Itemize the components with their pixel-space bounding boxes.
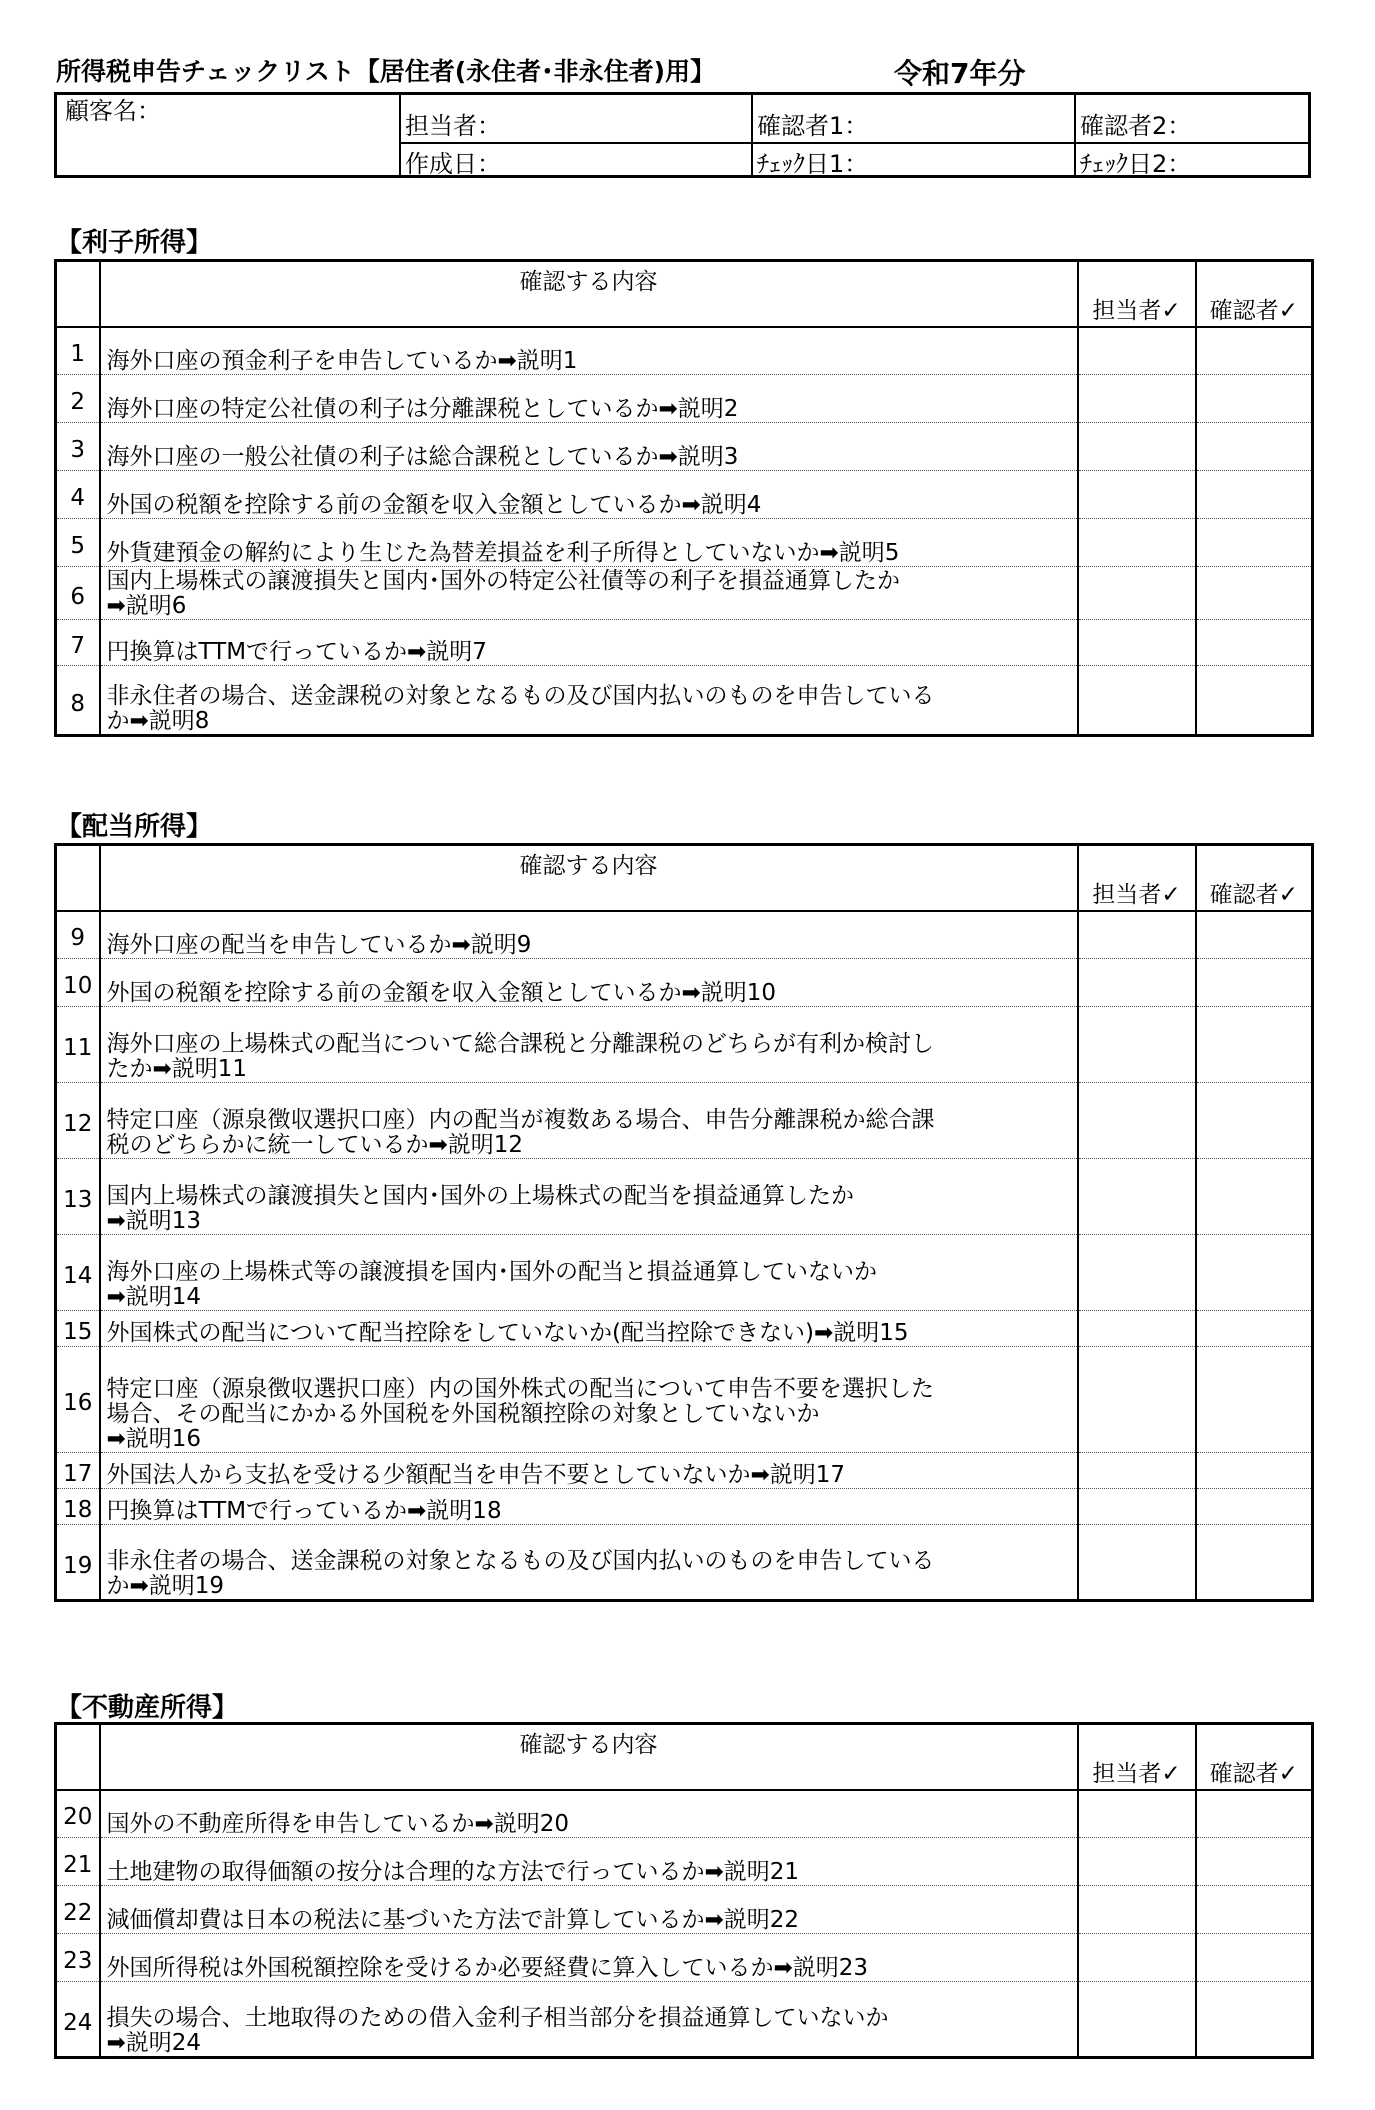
item-content (100, 911, 1078, 959)
item-content (100, 1525, 1078, 1601)
item-content (100, 1790, 1078, 1838)
person-check-cell[interactable] (1078, 1347, 1196, 1453)
item-content (100, 327, 1078, 375)
item-number: 20 (56, 1790, 100, 1838)
item-number: 17 (56, 1453, 100, 1489)
column-header-checker-check: 確認者✓ (1196, 261, 1313, 327)
item-content-line: 海外口座の一般公社債の利子は総合課税としているか➡説明3 (106, 444, 739, 470)
item-content-line: 場合、その配当にかかる外国税を外国税額控除の対象としていないか (106, 1401, 820, 1427)
item-content (100, 1886, 1078, 1934)
checklist-row (56, 1886, 1313, 1934)
checklist-table-real-estate (54, 1722, 1314, 2059)
person-check-cell[interactable] (1078, 1886, 1196, 1934)
item-content-line: か➡説明19 (106, 1573, 225, 1599)
checker-check-cell[interactable] (1196, 375, 1313, 423)
checker2-label: 確認者2： (1080, 112, 1192, 140)
checklist-row (56, 1934, 1313, 1982)
created-date-label: 作成日： (405, 150, 501, 178)
item-content-line: 外国法人から支払を受ける少額配当を申告不要としていないか➡説明17 (106, 1462, 846, 1488)
checklist-row (56, 567, 1313, 620)
item-content-line: 海外口座の上場株式の配当について総合課税と分離課税のどちらが有利か検討し (106, 1031, 935, 1057)
item-number: 24 (56, 1982, 100, 2058)
item-content-line: 海外口座の配当を申告しているか➡説明9 (106, 932, 532, 958)
person-check-cell[interactable] (1078, 1525, 1196, 1601)
person-check-cell[interactable] (1078, 1982, 1196, 2058)
checklist-row (56, 1982, 1313, 2058)
person-check-cell[interactable] (1078, 620, 1196, 666)
person-check-cell[interactable] (1078, 1007, 1196, 1083)
item-number: 16 (56, 1347, 100, 1453)
item-number: 11 (56, 1007, 100, 1083)
person-check-cell[interactable] (1078, 911, 1196, 959)
item-number: 8 (56, 666, 100, 736)
column-header-person-check: 担当者✓ (1078, 845, 1196, 911)
checklist-row (56, 471, 1313, 519)
item-number: 10 (56, 959, 100, 1007)
item-content-line: ➡説明6 (106, 593, 187, 619)
person-check-cell[interactable] (1078, 666, 1196, 736)
checklist-row (56, 423, 1313, 471)
item-content-line: 外貨建預金の解約により生じた為替差損益を利子所得としていないか➡説明5 (106, 540, 900, 566)
item-content (100, 1007, 1078, 1083)
header-info-box (54, 92, 1311, 178)
header-row-divider (399, 142, 1308, 144)
checklist-row (56, 959, 1313, 1007)
client-name-label: 顧客名： (65, 97, 161, 125)
checklist-table-interest (54, 259, 1314, 737)
checker-check-cell[interactable] (1196, 1347, 1313, 1453)
person-check-cell[interactable] (1078, 959, 1196, 1007)
item-content (100, 1838, 1078, 1886)
item-content-line: ➡説明24 (106, 2030, 202, 2056)
checker-check-cell[interactable] (1196, 423, 1313, 471)
item-content-line: 損失の場合、土地取得のための借入金利子相当部分を損益通算していないか (106, 2005, 889, 2031)
header-number-cell (56, 1724, 100, 1790)
check-date2-label: ﾁｪｯｸ日2： (1080, 150, 1192, 178)
checklist-row (56, 911, 1313, 959)
item-content-line: か➡説明8 (106, 708, 210, 734)
person-check-cell[interactable] (1078, 1235, 1196, 1311)
item-content (100, 1083, 1078, 1159)
item-content-line: ➡説明14 (106, 1284, 202, 1310)
item-number: 4 (56, 471, 100, 519)
item-content-line: 特定口座（源泉徴収選択口座）内の国外株式の配当について申告不要を選択した (106, 1376, 935, 1402)
item-content-line: 非永住者の場合、送金課税の対象となるもの及び国内払いのものを申告している (106, 683, 935, 709)
item-content (100, 519, 1078, 567)
person-check-cell[interactable] (1078, 1453, 1196, 1489)
item-number: 1 (56, 327, 100, 375)
section-title-dividend: 【配当所得】 (56, 812, 213, 842)
checker-check-cell[interactable] (1196, 567, 1313, 620)
section-title-interest: 【利子所得】 (56, 228, 213, 258)
item-number: 13 (56, 1159, 100, 1235)
person-check-cell[interactable] (1078, 1838, 1196, 1886)
item-number: 15 (56, 1311, 100, 1347)
checklist-row (56, 327, 1313, 375)
checker-check-cell[interactable] (1196, 1235, 1313, 1311)
checker-check-cell[interactable] (1196, 1838, 1313, 1886)
checklist-row (56, 519, 1313, 567)
checker-check-cell[interactable] (1196, 1934, 1313, 1982)
item-content-line: 非永住者の場合、送金課税の対象となるもの及び国内払いのものを申告している (106, 1548, 935, 1574)
item-content-line: 海外口座の特定公社債の利子は分離課税としているか➡説明2 (106, 396, 739, 422)
column-header-content: 確認する内容 (100, 1724, 1078, 1790)
checker-check-cell[interactable] (1196, 959, 1313, 1007)
item-content (100, 1489, 1078, 1525)
item-content-line: 外国の税額を控除する前の金額を収入金額としているか➡説明10 (106, 980, 777, 1006)
item-content-line: 土地建物の取得価額の按分は合理的な方法で行っているか➡説明21 (106, 1859, 800, 1885)
person-check-cell[interactable] (1078, 471, 1196, 519)
checker-check-cell[interactable] (1196, 1525, 1313, 1601)
item-content (100, 959, 1078, 1007)
column-header-checker-check: 確認者✓ (1196, 845, 1313, 911)
checklist-row (56, 1311, 1313, 1347)
checklist-row (56, 375, 1313, 423)
checker-check-cell[interactable] (1196, 666, 1313, 736)
table-header-row (56, 845, 1313, 911)
header-divider (751, 95, 753, 175)
item-number: 7 (56, 620, 100, 666)
item-number: 5 (56, 519, 100, 567)
item-content (100, 567, 1078, 620)
checker-check-cell[interactable] (1196, 1489, 1313, 1525)
header-number-cell (56, 261, 100, 327)
checker-check-cell[interactable] (1196, 1159, 1313, 1235)
item-number: 2 (56, 375, 100, 423)
checker-check-cell[interactable] (1196, 1453, 1313, 1489)
checklist-row (56, 1007, 1313, 1083)
item-content-line: 税のどちらかに統一しているか➡説明12 (106, 1132, 524, 1158)
column-header-checker-check: 確認者✓ (1196, 1724, 1313, 1790)
checklist-row (56, 1838, 1313, 1886)
item-content-line: 外国の税額を控除する前の金額を収入金額としているか➡説明4 (106, 492, 762, 518)
item-content (100, 1159, 1078, 1235)
person-check-cell[interactable] (1078, 1159, 1196, 1235)
item-content-line: 国外の不動産所得を申告しているか➡説明20 (106, 1811, 570, 1837)
item-content (100, 423, 1078, 471)
checklist-row (56, 1235, 1313, 1311)
header-divider (399, 95, 401, 175)
person-check-cell[interactable] (1078, 1934, 1196, 1982)
column-header-content: 確認する内容 (100, 261, 1078, 327)
person-check-cell[interactable] (1078, 567, 1196, 620)
item-number: 22 (56, 1886, 100, 1934)
header-divider (1074, 95, 1076, 175)
table-header-row (56, 261, 1313, 327)
item-number: 6 (56, 567, 100, 620)
item-content-line: 国内上場株式の譲渡損失と国内･国外の特定公社債等の利子を損益通算したか (106, 568, 900, 594)
checklist-row (56, 620, 1313, 666)
item-content (100, 1934, 1078, 1982)
checker1-label: 確認者1： (757, 112, 869, 140)
item-content-line: 国内上場株式の譲渡損失と国内･国外の上場株式の配当を損益通算したか (106, 1183, 854, 1209)
item-content-line: ➡説明13 (106, 1208, 202, 1234)
check-date1-label: ﾁｪｯｸ日1： (757, 150, 869, 178)
header-number-cell (56, 845, 100, 911)
person-check-cell[interactable] (1078, 1083, 1196, 1159)
checker-check-cell[interactable] (1196, 1982, 1313, 2058)
item-content-line: 海外口座の上場株式等の譲渡損を国内･国外の配当と損益通算していないか (106, 1259, 877, 1285)
item-number: 12 (56, 1083, 100, 1159)
person-check-cell[interactable] (1078, 519, 1196, 567)
item-content-line: ➡説明16 (106, 1426, 202, 1452)
item-content (100, 666, 1078, 736)
checklist-row (56, 1083, 1313, 1159)
checker-check-cell[interactable] (1196, 620, 1313, 666)
checker-check-cell[interactable] (1196, 1007, 1313, 1083)
item-number: 23 (56, 1934, 100, 1982)
item-content (100, 1453, 1078, 1489)
item-number: 9 (56, 911, 100, 959)
item-content-line: 円換算はTTMで行っているか➡説明7 (106, 639, 487, 665)
item-content (100, 620, 1078, 666)
checklist-row (56, 1453, 1313, 1489)
document-year: 令和7年分 (894, 57, 1026, 90)
item-number: 19 (56, 1525, 100, 1601)
column-header-person-check: 担当者✓ (1078, 261, 1196, 327)
item-number: 21 (56, 1838, 100, 1886)
column-header-person-check: 担当者✓ (1078, 1724, 1196, 1790)
person-check-cell[interactable] (1078, 1311, 1196, 1347)
checklist-row (56, 1790, 1313, 1838)
item-content-line: 円換算はTTMで行っているか➡説明18 (106, 1498, 502, 1524)
person-check-cell[interactable] (1078, 327, 1196, 375)
checklist-row (56, 666, 1313, 736)
checker-check-cell[interactable] (1196, 1886, 1313, 1934)
item-content-line: 海外口座の預金利子を申告しているか➡説明1 (106, 348, 578, 374)
item-content-line: たか➡説明11 (106, 1056, 248, 1082)
checker-check-cell[interactable] (1196, 1311, 1313, 1347)
checker-check-cell[interactable] (1196, 519, 1313, 567)
person-check-cell[interactable] (1078, 375, 1196, 423)
checklist-row (56, 1347, 1313, 1453)
item-content (100, 1347, 1078, 1453)
item-content (100, 1235, 1078, 1311)
item-content (100, 375, 1078, 423)
item-content (100, 471, 1078, 519)
person-check-cell[interactable] (1078, 423, 1196, 471)
checklist-row (56, 1489, 1313, 1525)
checker-check-cell[interactable] (1196, 911, 1313, 959)
checklist-row (56, 1525, 1313, 1601)
section-title-real-estate: 【不動産所得】 (56, 1693, 239, 1723)
checker-check-cell[interactable] (1196, 471, 1313, 519)
item-content-line: 外国所得税は外国税額控除を受けるか必要経費に算入しているか➡説明23 (106, 1955, 869, 1981)
checklist-row (56, 1159, 1313, 1235)
checker-check-cell[interactable] (1196, 1790, 1313, 1838)
item-content (100, 1311, 1078, 1347)
person-in-charge-label: 担当者： (405, 112, 501, 140)
checklist-table-dividend (54, 843, 1314, 1602)
person-check-cell[interactable] (1078, 1790, 1196, 1838)
document-title: 所得税申告チェックリスト【居住者(永住者･非永住者)用】 (56, 57, 716, 86)
checker-check-cell[interactable] (1196, 1083, 1313, 1159)
person-check-cell[interactable] (1078, 1489, 1196, 1525)
item-content-line: 特定口座（源泉徴収選択口座）内の配当が複数ある場合、申告分離課税か総合課 (106, 1107, 935, 1133)
item-content-line: 減価償却費は日本の税法に基づいた方法で計算しているか➡説明22 (106, 1907, 800, 1933)
column-header-content: 確認する内容 (100, 845, 1078, 911)
item-number: 3 (56, 423, 100, 471)
table-header-row (56, 1724, 1313, 1790)
item-content-line: 外国株式の配当について配当控除をしていないか(配当控除できない)➡説明15 (106, 1320, 909, 1346)
item-number: 18 (56, 1489, 100, 1525)
checker-check-cell[interactable] (1196, 327, 1313, 375)
item-content (100, 1982, 1078, 2058)
item-number: 14 (56, 1235, 100, 1311)
